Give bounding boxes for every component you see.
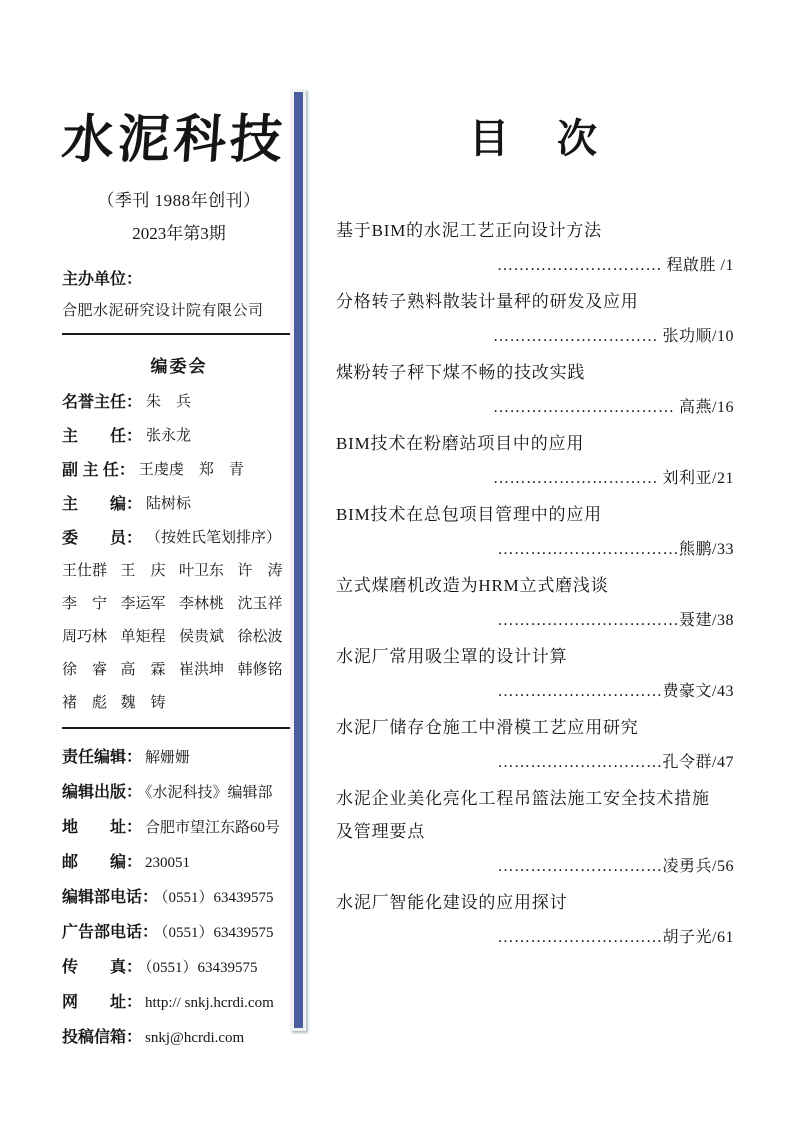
role-label: 委 员： bbox=[62, 530, 143, 547]
members-list bbox=[62, 561, 296, 714]
member-row bbox=[62, 660, 296, 681]
toc-entry-author: …………………………孔令群/47 bbox=[497, 754, 734, 771]
toc-entry bbox=[336, 717, 734, 773]
divider-rule-top bbox=[62, 333, 296, 335]
toc-entry-title: 煤粉转子秤下煤不畅的技改实践 bbox=[336, 363, 586, 382]
toc-list bbox=[336, 220, 734, 948]
pub-row-editorial-phone bbox=[62, 887, 296, 909]
member-row bbox=[62, 693, 296, 714]
pub-value: 230051 bbox=[145, 855, 191, 871]
pub-row-website bbox=[62, 992, 296, 1014]
pub-label: 传 真： bbox=[62, 959, 143, 976]
member-name: 沈玉祥 bbox=[237, 596, 283, 612]
member-name: 韩修铭 bbox=[237, 662, 283, 678]
toc-entry-author: ………………………… 张功顺/10 bbox=[493, 328, 734, 345]
member-name: 叶卫东 bbox=[179, 563, 225, 579]
toc-entry-author: ……………………………熊鹏/33 bbox=[497, 541, 734, 558]
toc-entry bbox=[336, 575, 734, 631]
role-row-chief-editor bbox=[62, 494, 296, 515]
pub-label: 网 址： bbox=[62, 994, 143, 1011]
role-label: 主 任： bbox=[62, 428, 143, 445]
toc-entry-title-line2: 及管理要点 bbox=[336, 822, 425, 841]
role-row-honorary-director bbox=[62, 392, 296, 413]
member-name: 李 宁 bbox=[62, 596, 108, 612]
member-name: 魏 铸 bbox=[120, 695, 166, 711]
toc-entry-title: 分格转子熟料散装计量秤的研发及应用 bbox=[336, 292, 639, 311]
role-label: 名誉主任： bbox=[62, 394, 143, 411]
pub-value: 解姗姗 bbox=[145, 750, 191, 766]
toc-entry-author: …………………………凌勇兵/56 bbox=[497, 858, 734, 875]
toc-entry bbox=[336, 433, 734, 489]
toc-entry bbox=[336, 220, 734, 276]
sponsor-name: 合肥水泥研究设计院有限公司 bbox=[62, 303, 264, 319]
pub-row-duty-editor bbox=[62, 747, 296, 769]
editorial-board-heading: 编委会 bbox=[150, 357, 208, 376]
role-row-director bbox=[62, 426, 296, 447]
journal-title: 水泥科技 bbox=[59, 109, 289, 170]
pub-value: （0551）63439575 bbox=[161, 925, 274, 941]
pub-value: 合肥市望江东路60号 bbox=[145, 820, 281, 836]
toc-entry bbox=[336, 646, 734, 702]
toc-entry-title: BIM技术在总包项目管理中的应用 bbox=[336, 505, 602, 524]
vertical-divider-bar bbox=[294, 92, 303, 1028]
toc-entry bbox=[336, 892, 734, 948]
role-row-members bbox=[62, 528, 296, 549]
toc-entry bbox=[336, 362, 734, 418]
toc-entry-author: ………………………… 刘利亚/21 bbox=[493, 470, 734, 487]
pub-value: http:// snkj.hcrdi.com bbox=[145, 995, 274, 1011]
member-row bbox=[62, 627, 296, 648]
pub-label: 广告部电话： bbox=[62, 924, 159, 941]
toc-heading: 目 次 bbox=[469, 115, 601, 162]
divider-rule-bottom bbox=[62, 727, 296, 729]
member-name: 王仕群 bbox=[62, 563, 108, 579]
journal-subtitle: （季刊 1988年创刊） bbox=[97, 191, 261, 210]
toc-entry-title: 基于BIM的水泥工艺正向设计方法 bbox=[336, 221, 602, 240]
role-value: 朱 兵 bbox=[146, 394, 192, 410]
member-name: 许 涛 bbox=[237, 563, 283, 579]
toc-entry bbox=[336, 788, 734, 877]
toc-entry bbox=[336, 291, 734, 347]
pub-label: 地 址： bbox=[62, 819, 143, 836]
toc-entry-author: ………………………… 程啟胜 /1 bbox=[497, 257, 734, 274]
member-row bbox=[62, 561, 296, 582]
journal-masthead-column bbox=[59, 100, 296, 1049]
pub-row-publisher bbox=[62, 782, 296, 804]
role-label: 副 主 任： bbox=[62, 462, 135, 479]
pub-label: 编辑出版： bbox=[62, 784, 143, 801]
pub-value: snkj@hcrdi.com bbox=[145, 1030, 245, 1046]
role-value: 王虔虔 郑 青 bbox=[138, 462, 244, 478]
pub-row-ad-phone bbox=[62, 922, 296, 944]
toc-entry-author: …………………………胡子光/61 bbox=[497, 929, 734, 946]
journal-issue: 2023年第3期 bbox=[132, 224, 226, 243]
publication-info bbox=[62, 747, 296, 1049]
pub-row-address bbox=[62, 817, 296, 839]
member-name: 高 霖 bbox=[120, 662, 166, 678]
member-name: 徐松波 bbox=[237, 629, 283, 645]
vertical-divider-frame bbox=[290, 89, 306, 1031]
member-name: 周巧林 bbox=[62, 629, 108, 645]
toc-entry-title: 水泥厂智能化建设的应用探讨 bbox=[336, 893, 568, 912]
member-name: 李林桃 bbox=[179, 596, 225, 612]
pub-row-fax bbox=[62, 957, 296, 979]
member-name: 徐 睿 bbox=[62, 662, 108, 678]
editorial-board-roles bbox=[62, 392, 296, 549]
pub-row-postcode bbox=[62, 852, 296, 874]
toc-entry-title: BIM技术在粉磨站项目中的应用 bbox=[336, 434, 585, 453]
toc-entry-title: 水泥厂储存仓施工中滑模工艺应用研究 bbox=[336, 718, 639, 737]
member-name: 褚 彪 bbox=[62, 695, 108, 711]
role-value: 陆树标 bbox=[146, 496, 192, 512]
pub-label: 责任编辑： bbox=[62, 749, 143, 766]
member-name: 李运军 bbox=[120, 596, 166, 612]
toc-entry-title: 水泥厂常用吸尘罩的设计计算 bbox=[336, 647, 568, 666]
toc-entry-author: …………………………费豪文/43 bbox=[497, 683, 734, 700]
pub-value: （0551）63439575 bbox=[161, 890, 274, 906]
member-name: 王 庆 bbox=[120, 563, 166, 579]
toc-entry-author: ……………………………聂建/38 bbox=[497, 612, 734, 629]
member-name: 侯贵斌 bbox=[179, 629, 225, 645]
toc-entry-title: 立式煤磨机改造为HRM立式磨浅谈 bbox=[336, 576, 609, 595]
role-row-deputy-director bbox=[62, 460, 296, 481]
member-name: 崔洪坤 bbox=[179, 662, 225, 678]
pub-label: 编辑部电话： bbox=[62, 889, 159, 906]
pub-value: 《水泥科技》编辑部 bbox=[145, 785, 273, 801]
member-row bbox=[62, 594, 296, 615]
toc-entry-author: …………………………… 高燕/16 bbox=[493, 399, 734, 416]
role-value: （按姓氏笔划排序） bbox=[146, 530, 282, 546]
toc-entry bbox=[336, 504, 734, 560]
pub-value: （0551）63439575 bbox=[145, 960, 258, 976]
pub-label: 邮 编： bbox=[62, 854, 143, 871]
toc-column bbox=[336, 114, 734, 963]
pub-label: 投稿信箱： bbox=[62, 1029, 143, 1046]
role-value: 张永龙 bbox=[146, 428, 192, 444]
toc-entry-title: 水泥企业美化亮化工程吊篮法施工安全技术措施 bbox=[336, 789, 710, 808]
role-label: 主 编： bbox=[62, 496, 143, 513]
member-name: 单矩程 bbox=[120, 629, 166, 645]
sponsor-label: 主办单位： bbox=[62, 271, 143, 288]
pub-row-submission-email bbox=[62, 1027, 296, 1049]
